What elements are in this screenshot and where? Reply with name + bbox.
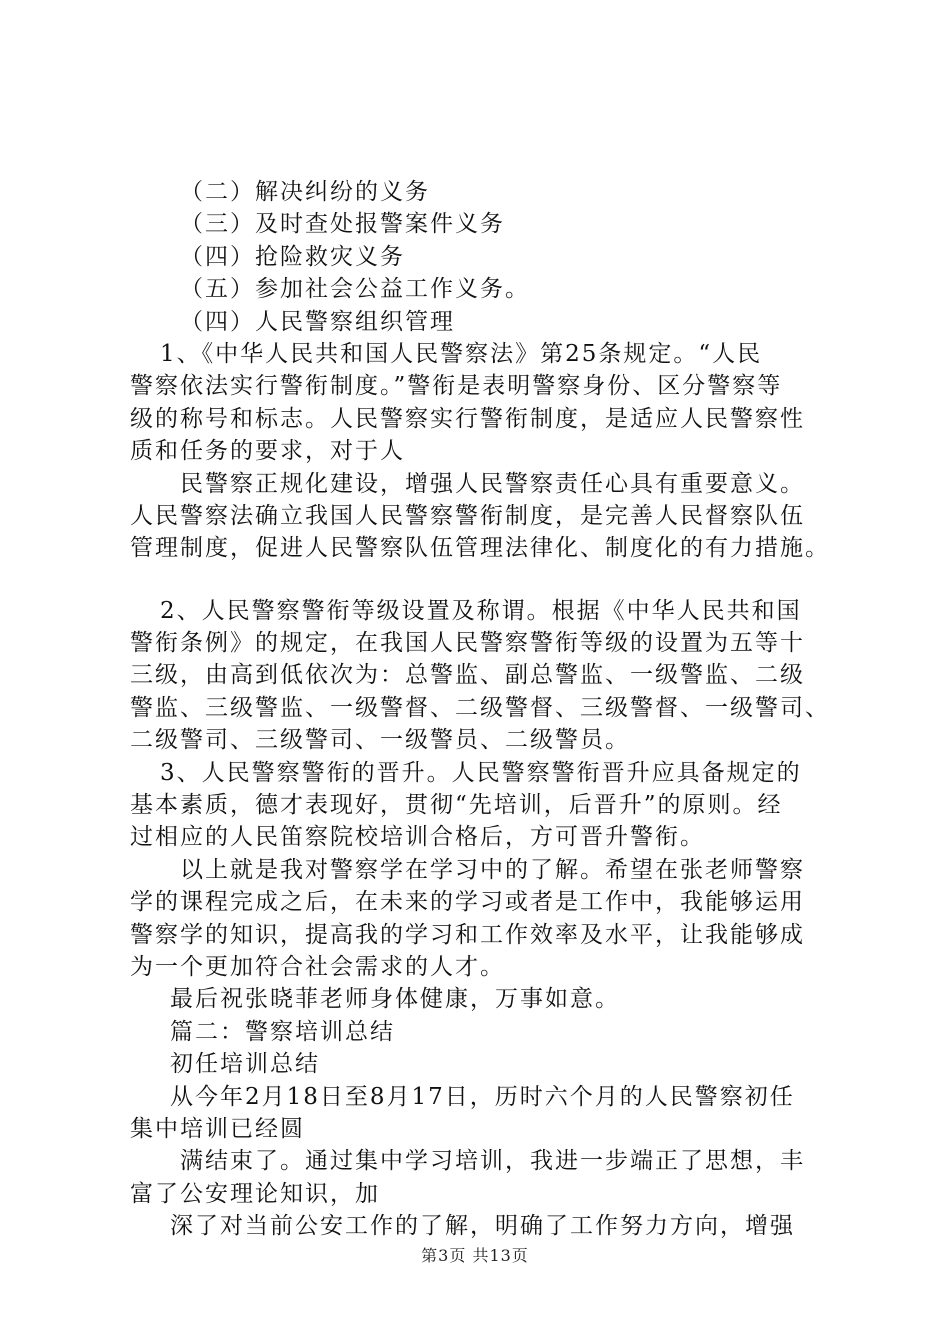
text-line: 为一个更加符合社会需求的人才。 xyxy=(130,953,505,980)
text-line: （四）抢险救灾义务 xyxy=(180,243,405,270)
text-line: 3、人民警察警衔的晋升。人民警察警衔晋升应具备规定的 xyxy=(160,759,802,786)
text-line: 基本素质，德才表现好，贯彻“先培训，后晋升”的原则。经 xyxy=(130,792,783,819)
text-line: 2、人民警察警衔等级设置及称谓。根据《中华人民共和国 xyxy=(160,597,802,624)
text-line: 警察学的知识，提高我的学习和工作效率及水平，让我能够成 xyxy=(130,921,805,948)
paragraph-gap xyxy=(130,565,845,595)
text-line: （三）及时查处报警案件义务 xyxy=(180,211,505,238)
document-body xyxy=(130,176,845,1243)
text-line: （二）解决纠纷的义务 xyxy=(180,179,430,205)
text-line: 满结束了。通过集中学习培训，我进一步端正了思想，丰 xyxy=(180,1148,805,1175)
text-line: 级的称号和标志。人民警察实行警衔制度，是适应人民警察性 xyxy=(130,405,805,432)
text-line: 警衔条例》的规定，在我国人民警察警衔等级的设置为五等十 xyxy=(130,630,805,657)
text-line: 篇二：警察培训总结 xyxy=(170,1018,395,1045)
text-line: 学的课程完成之后，在未来的学习或者是工作中，我能够运用 xyxy=(130,889,805,916)
text-line: （四）人民警察组织管理 xyxy=(180,308,455,335)
text-line: 初任培训总结 xyxy=(170,1051,320,1078)
text-line: 二级警司、三级警司、一级警员、二级警员。 xyxy=(130,727,630,754)
text-line: 过相应的人民笛察院校培训合格后，方可晋升警衔。 xyxy=(130,824,705,851)
text-line: 警监、三级警监、一级警督、二级警督、三级警督、一级警司、 xyxy=(130,694,830,721)
text-line: 人民警察法确立我国人民警察警衔制度，是完善人民督察队伍 xyxy=(130,502,805,529)
text-line: （五）参加社会公益工作义务。 xyxy=(180,276,530,303)
text-line: 以上就是我对警察学在学习中的了解。希望在张老师警察 xyxy=(180,856,805,883)
text-line: 警察依法实行警衔制度。”警衔是表明警察身份、区分警察等 xyxy=(130,373,783,400)
text-line: 富了公安理论知识，加 xyxy=(130,1180,380,1207)
text-line: 三级，由高到低依次为：总警监、副总警监、一级警监、二级 xyxy=(130,662,805,689)
text-line: 民警察正规化建设，增强人民警察责任心具有重要意义。 xyxy=(180,470,805,497)
text-line: 最后祝张晓菲老师身体健康，万事如意。 xyxy=(170,986,620,1013)
text-line: 1、《中华人民共和国人民警察法》第25条规定。“人民 xyxy=(160,340,763,367)
text-line: 管理制度，促进人民警察队伍管理法律化、制度化的有力措施。 xyxy=(130,535,830,562)
text-line: 质和任务的要求，对于人 xyxy=(130,438,405,465)
text-line: 从今年2月18日至8月17日，历时六个月的人民警察初任 xyxy=(170,1083,795,1110)
page-number-footer: 第3页 共13页 xyxy=(421,1246,529,1265)
text-line: 深了对当前公安工作的了解，明确了工作努力方向，增强 xyxy=(170,1213,795,1240)
text-line: 集中培训已经圆 xyxy=(130,1115,305,1142)
